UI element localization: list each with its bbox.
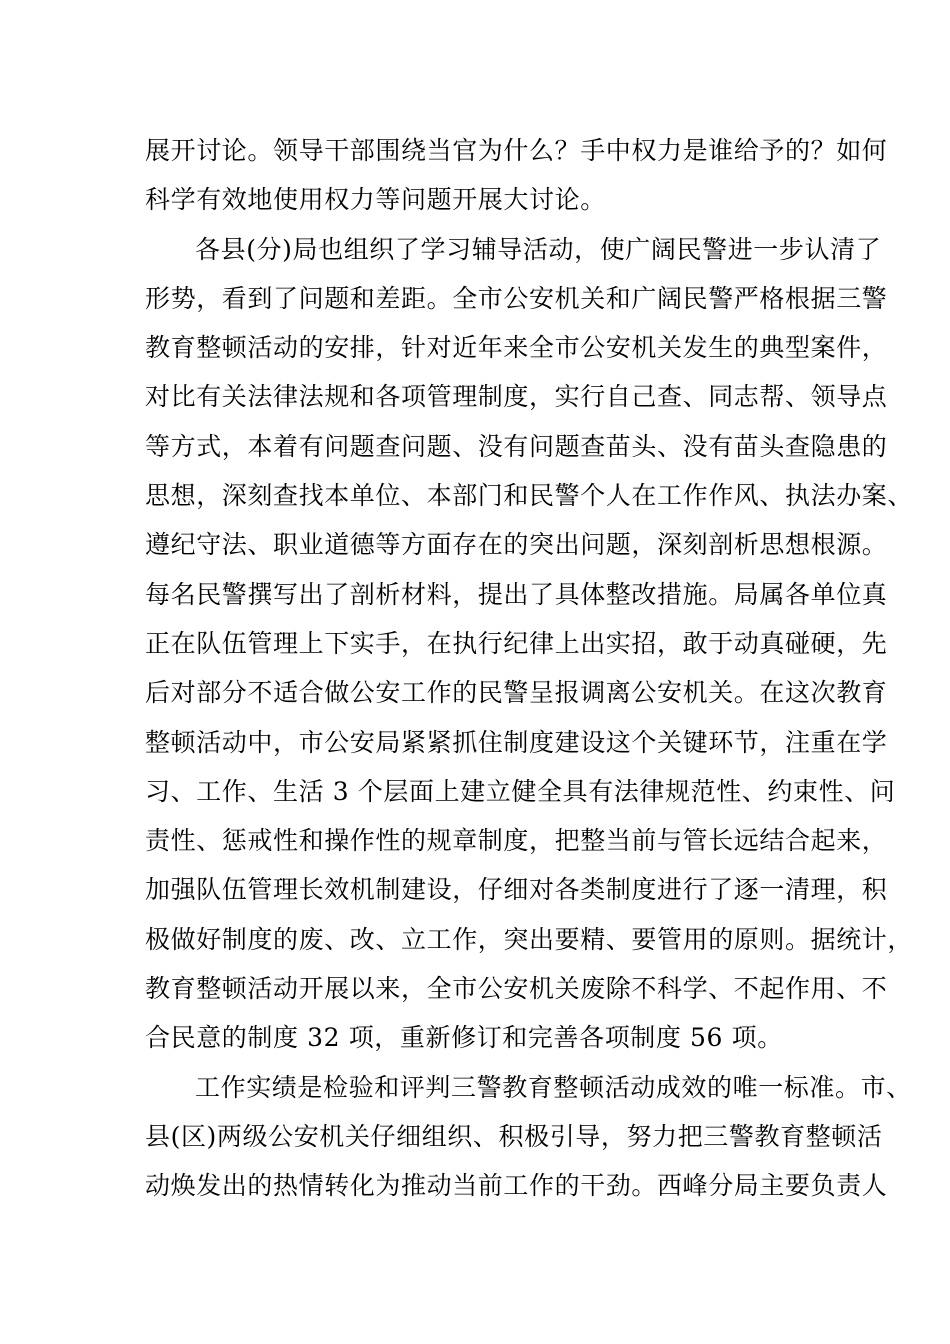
paragraph-first-line: 工作实绩是检验和评判三警教育整顿活动成效的唯一标准。市、 xyxy=(195,1072,912,1102)
text-line: 教育整顿活动的安排，针对近年来全市公安机关发生的典型案件， xyxy=(145,333,888,363)
text-line: 遵纪守法、职业道德等方面存在的突出问题，深刻剖析思想根源。 xyxy=(145,530,888,560)
text-line: 习、工作、生活 3 个层面上建立健全具有法律规范性、约束性、问 xyxy=(145,776,896,806)
text-line: 形势，看到了问题和差距。全市公安机关和广阔民警严格根据三警 xyxy=(145,283,888,313)
text-line: 责性、惩戒性和操作性的规章制度，把整当前与管长远结合起来， xyxy=(145,826,888,856)
text-line: 教育整顿活动开展以来，全市公安机关废除不科学、不起作用、不 xyxy=(145,974,888,1004)
text-line: 县(区)两级公安机关仔细组织、积极引导，努力把三警教育整顿活 xyxy=(145,1121,883,1151)
text-line: 等方式，本着有问题查问题、没有问题查苗头、没有苗头查隐患的 xyxy=(145,431,888,461)
text-line: 对比有关法律法规和各项管理制度，实行自己查、同志帮、领导点 xyxy=(145,382,888,412)
text-line: 加强队伍管理长效机制建设，仔细对各类制度进行了逐一清理，积 xyxy=(145,875,888,905)
paragraph-first-line: 各县(分)局也组织了学习辅导活动，使广阔民警进一步认清了 xyxy=(195,234,882,264)
text-line: 每名民警撰写出了剖析材料，提出了具体整改措施。局属各单位真 xyxy=(145,579,888,609)
text-line: 动焕发出的热情转化为推动当前工作的干劲。西峰分局主要负责人 xyxy=(145,1171,888,1201)
text-line: 思想，深刻查找本单位、本部门和民警个人在工作作风、执法办案、 xyxy=(145,481,914,511)
text-line: 展开讨论。领导干部围绕当官为什么？手中权力是谁给予的？如何 xyxy=(145,136,888,165)
text-line: 正在队伍管理上下实手，在执行纪律上出实招，敢于动真碰硬，先 xyxy=(145,628,888,658)
text-line: 合民意的制度 32 项，重新修订和完善各项制度 56 项。 xyxy=(145,1023,783,1053)
text-line: 科学有效地使用权力等问题开展大讨论。 xyxy=(145,185,606,215)
body-text xyxy=(145,131,914,1216)
text-line: 后对部分不适合做公安工作的民警呈报调离公安机关。在这次教育 xyxy=(145,678,888,708)
text-line: 极做好制度的废、改、立工作，突出要精、要管用的原则。据统计， xyxy=(145,924,914,954)
text-line: 整顿活动中，市公安局紧紧抓住制度建设这个关键环节，注重在学 xyxy=(145,727,888,757)
